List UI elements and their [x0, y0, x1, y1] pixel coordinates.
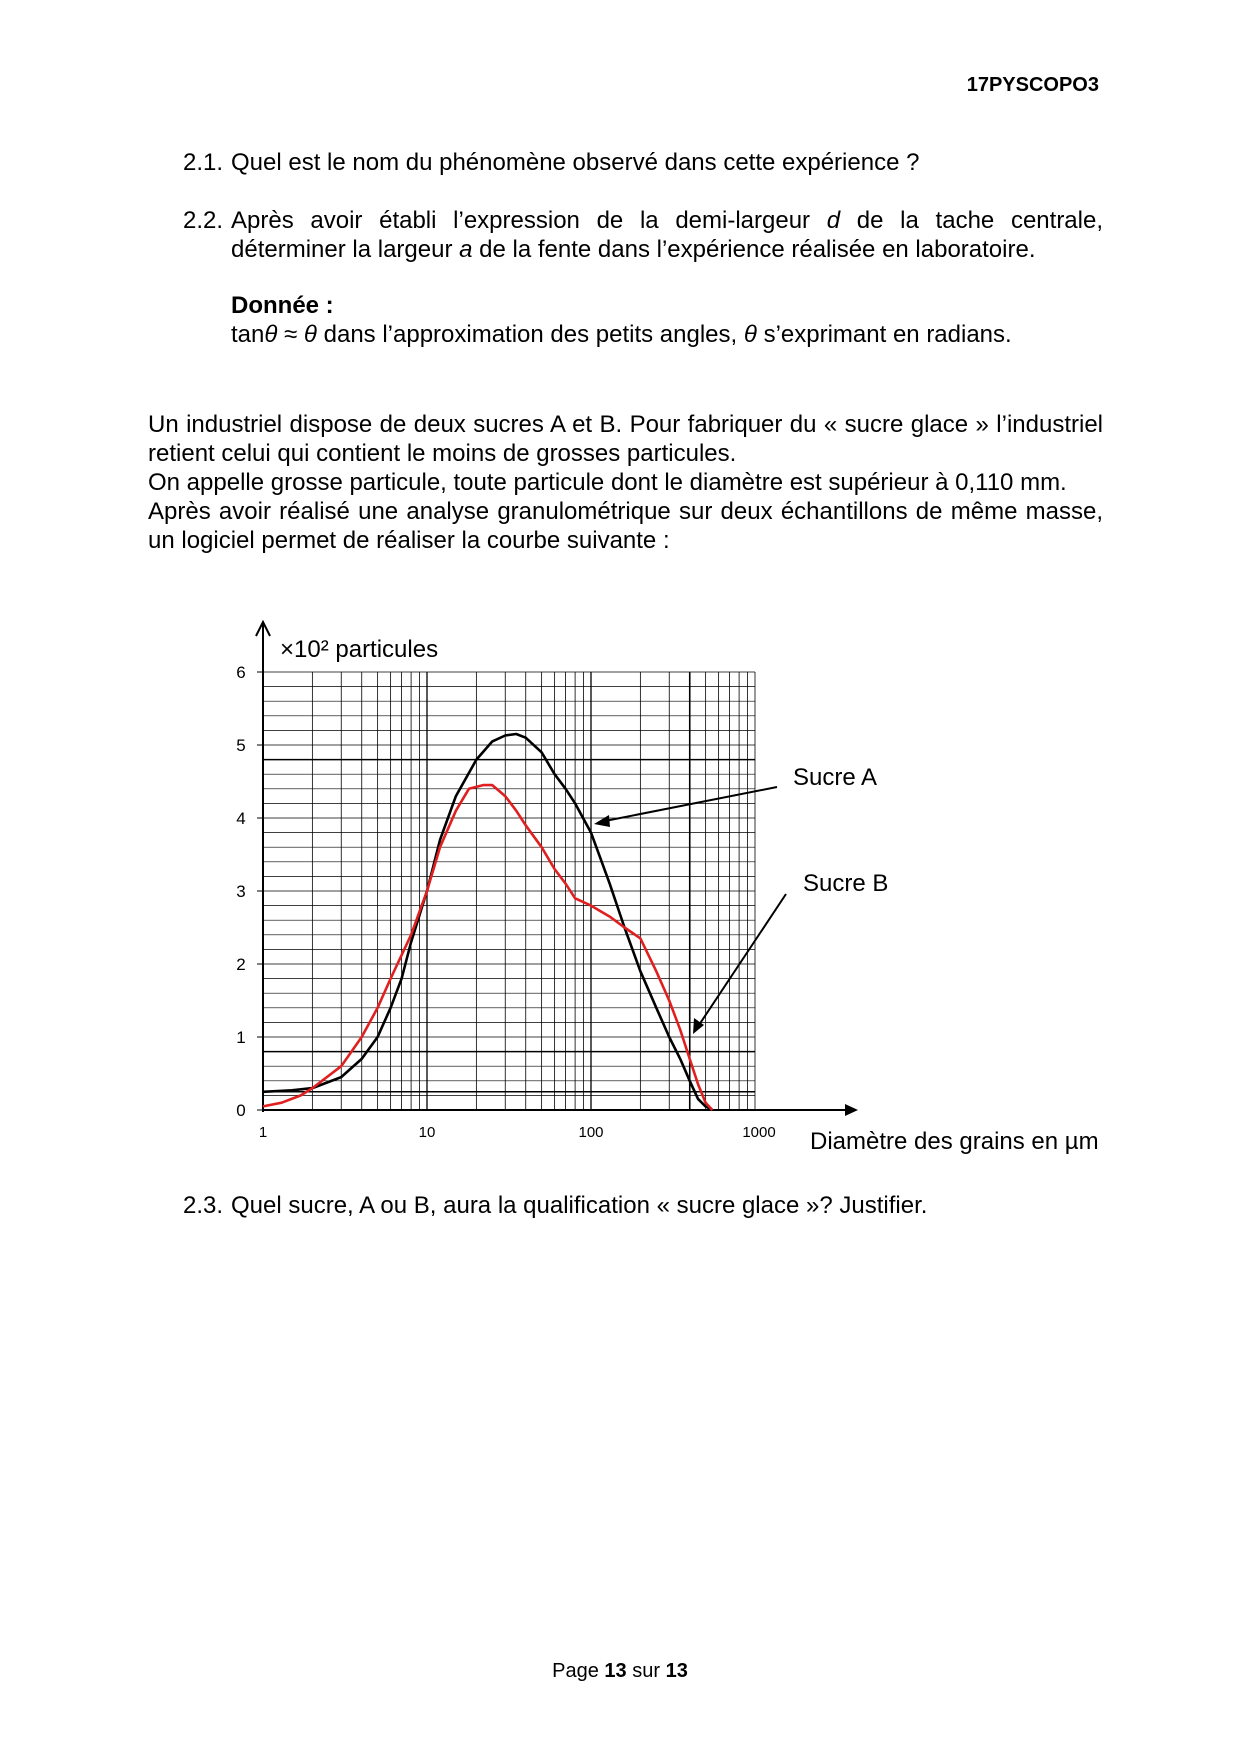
- annotation-sucre-b: Sucre B: [803, 870, 889, 897]
- question-2-1: [183, 148, 1103, 177]
- given-label: Donnée :: [231, 292, 334, 319]
- granulometry-chart: [0, 600, 1240, 1170]
- y-tick-label: 1: [236, 1028, 246, 1047]
- page-total: 13: [665, 1660, 688, 1682]
- question-number: 2.2.: [183, 207, 224, 234]
- question-number: 2.1.: [183, 149, 224, 176]
- y-tick-label: 6: [236, 663, 246, 682]
- question-text: Quel sucre, A ou B, aura la qualification « sucre glace »? Justifier.: [231, 1192, 928, 1219]
- y-tick-label: 4: [236, 809, 246, 828]
- page-footer: Page 13 sur 13: [552, 1660, 688, 1682]
- series-line-sucre-b: [263, 785, 712, 1110]
- paragraph-line: Un industriel dispose de deux sucres A et B. Pour fabriquer du « sucre glace » l’industriel retient celui qui contient le moins de grosses particules.: [148, 411, 1103, 467]
- x-tick-label: 10: [418, 1124, 436, 1141]
- paragraph-line: Après avoir réalisé une analyse granulométrique sur deux échantillons de même masse, un logiciel permet de réaliser la courbe suivante :: [148, 498, 1103, 554]
- x-tick-label: 1: [258, 1124, 268, 1141]
- page-number: 13: [604, 1660, 627, 1682]
- paragraph-line: On appelle grosse particule, toute particule dont le diamètre est supérieur à 0,110 mm.: [148, 469, 1067, 496]
- arrow-sucre-a: [594, 787, 777, 827]
- var-a: a: [459, 236, 473, 263]
- given-text: tanθ ≈ θ dans l’approximation des petits angles, θ s’exprimant en radians.: [231, 321, 1012, 348]
- y-tick-label: 0: [236, 1101, 246, 1120]
- x-tick-label: 1000: [742, 1124, 776, 1141]
- y-tick-label: 2: [236, 955, 246, 974]
- y-tick-label: 5: [236, 736, 246, 755]
- question-number: 2.3.: [183, 1192, 224, 1219]
- context-paragraph: [148, 410, 1103, 555]
- x-axis-label: Diamètre des grains en µm: [810, 1128, 1099, 1155]
- x-tick-label: 100: [578, 1124, 604, 1141]
- series-line-sucre-a: [263, 734, 712, 1110]
- question-text: Après avoir établi l’expression de la demi-largeur d de la tache centrale, déterminer la largeur a de la fente dans l’expérience réalisée en laboratoire.: [231, 207, 1104, 263]
- annotation-sucre-a: Sucre A: [793, 764, 878, 791]
- var-d: d: [826, 207, 841, 234]
- document-code: 17PYSCOPO3: [966, 74, 1099, 96]
- y-tick-label: 3: [236, 882, 246, 901]
- x-axis-arrow: [845, 1104, 858, 1116]
- given-data: [231, 291, 1091, 349]
- question-2-3: [183, 1191, 1103, 1220]
- question-text: Quel est le nom du phénomène observé dans cette expérience ?: [231, 149, 920, 176]
- question-2-2: [183, 206, 1103, 264]
- y-axis-label: ×10² particules: [280, 636, 439, 663]
